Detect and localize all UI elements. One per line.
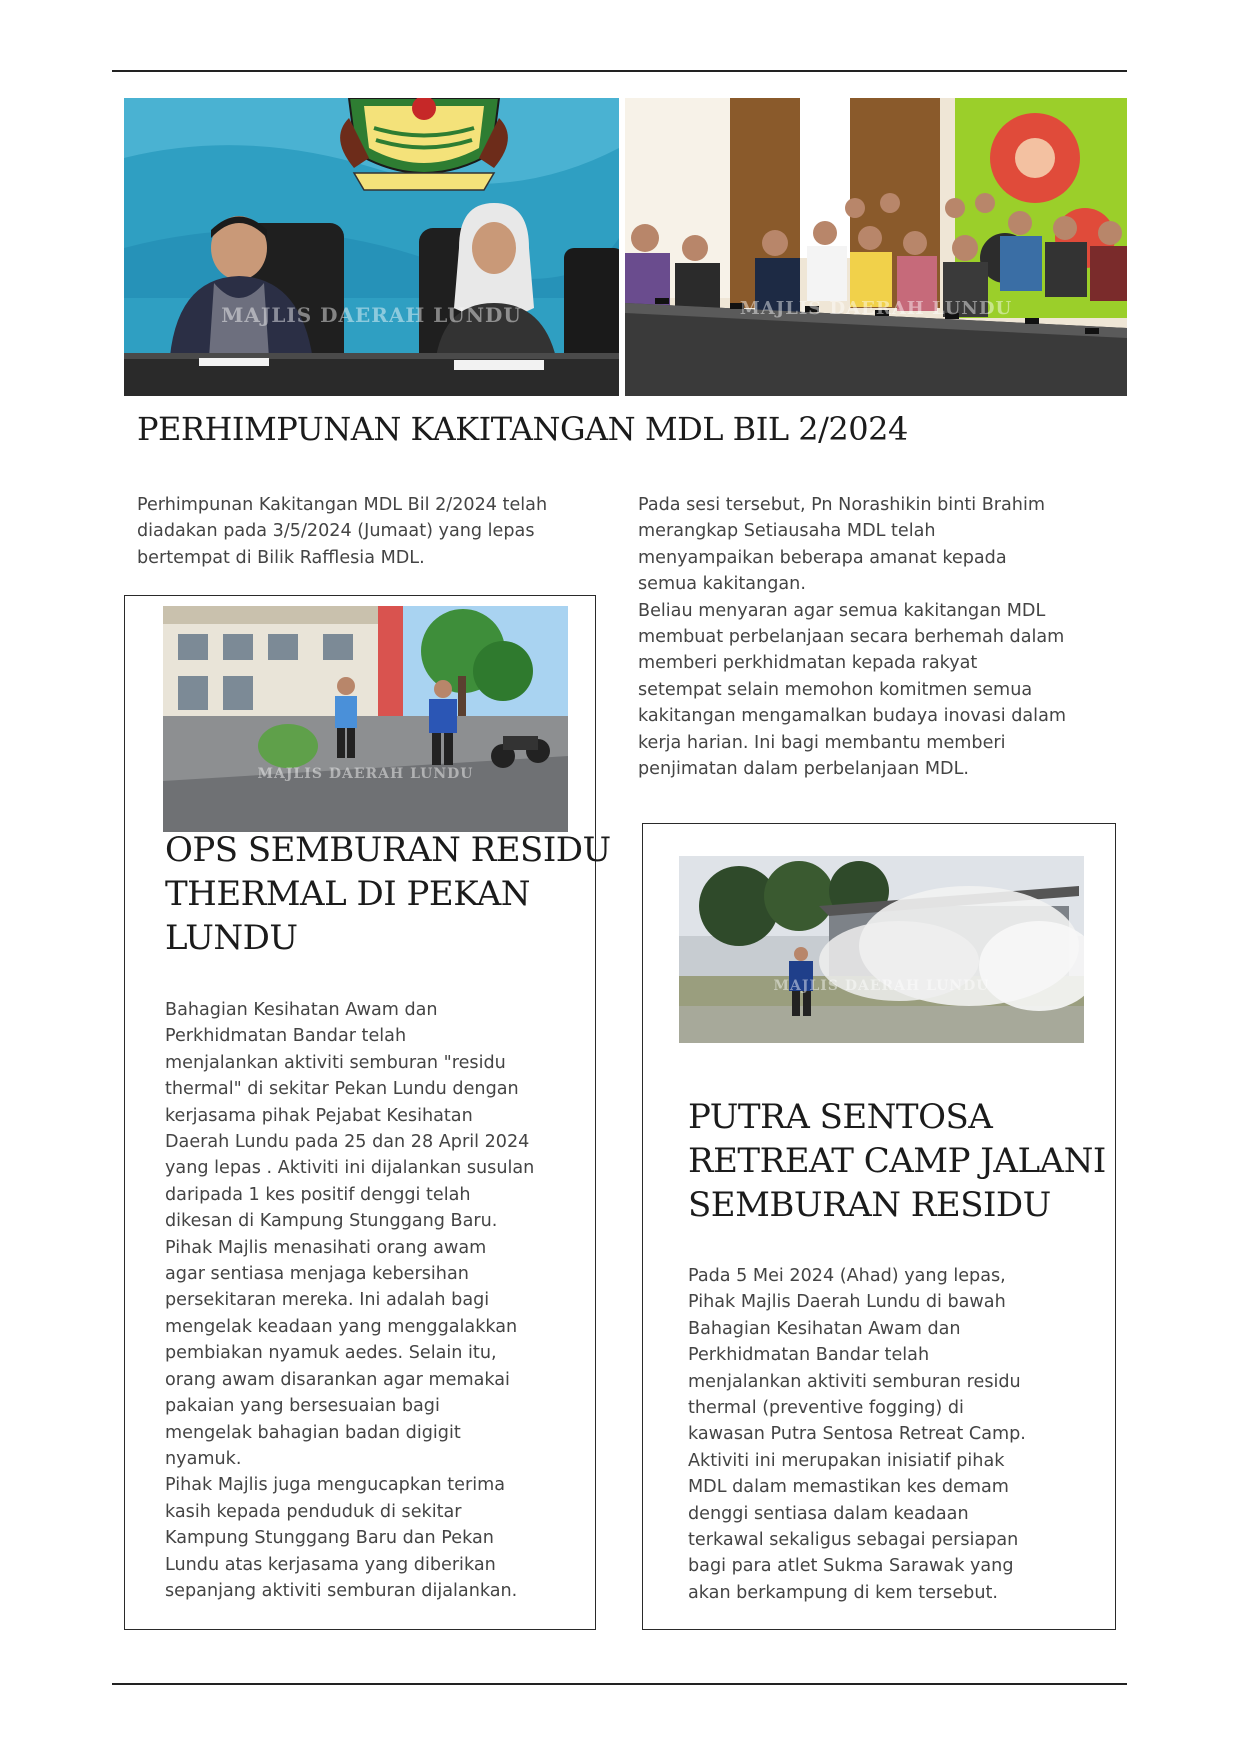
watermark-text: MAJLIS DAERAH LUNDU [221, 303, 522, 327]
watermark-text: MAJLIS DAERAH LUNDU [739, 298, 1013, 319]
headline-line: LUNDU [165, 918, 298, 958]
article3-paragraph: Pada 5 Mei 2024 (Ahad) yang lepas, Pihak Majlis Daerah Lundu di bawah Bahagian Kesihatan Awam dan Perkhidmatan Bandar telah menjalankan aktiviti semburan residu thermal (preventive fogging) di kawasan Putra Sentosa Retreat Camp. Aktiviti ini merupakan inisiatif pihak MDL dalam memastikan kes demam denggi sentiasa dalam keadaan terkawal sekaligus sebagai persiapan bagi para atlet Sukma Sarawak yang akan berkampung di kem tersebut. [688, 1266, 1026, 1603]
headline-line: SEMBURAN RESIDU [688, 1185, 1051, 1225]
bottom-rule [112, 1683, 1127, 1685]
article2-paragraph: Bahagian Kesihatan Awam dan Perkhidmatan Bandar telah menjalankan aktiviti semburan "residu thermal" di sekitar Pekan Lundu dengan kerjasama pihak Pejabat Kesihatan Daerah Lundu pada 25 dan 28 April 2024 yang lepas . Aktiviti ini dijalankan susulan daripada 1 kes positif denggi telah dikesan di Kampung Stunggang Baru. Pihak Majlis menasihati orang awam agar sentiasa menjaga kebersihan persekitaran mereka. Ini adalah bagi mengelak keadaan yang menggalakkan pembiakan nyamuk aedes. Selain itu, orang awam disarankan agar memakai pakaian yang bersesuaian bagi mengelak bahagian badan digigit nyamuk. Pihak Majlis juga mengucapkan terima kasih kepada penduduk di sekitar Kampung Stunggang Baru dan Pekan Lundu atas kerjasama yang diberikan sepanjang aktiviti semburan dijalankan. [165, 1000, 535, 1601]
watermark-text: MAJLIS DAERAH LUNDU [773, 978, 990, 994]
headline-ops-semburan [165, 828, 611, 960]
article2-text [165, 997, 580, 1604]
watermark-text: MAJLIS DAERAH LUNDU [257, 766, 474, 782]
top-rule [112, 70, 1127, 72]
headline-line: OPS SEMBURAN RESIDU [165, 830, 611, 870]
headline-line: PUTRA SENTOSA [688, 1097, 993, 1137]
article1-left-text [137, 492, 607, 571]
headline-perhimpunan: PERHIMPUNAN KAKITANGAN MDL BIL 2/2024 [137, 410, 908, 448]
photo-street-fogging [163, 606, 568, 832]
article1-left-paragraph: Perhimpunan Kakitangan MDL Bil 2/2024 telah diadakan pada 3/5/2024 (Jumaat) yang lepas bertempat di Bilik Rafflesia MDL. [137, 495, 548, 568]
headline-line: THERMAL DI PEKAN [165, 874, 531, 914]
headline-line: RETREAT CAMP JALANI [688, 1141, 1106, 1181]
article1-right-paragraph: Pada sesi tersebut, Pn Norashikin binti Brahim merangkap Setiausaha MDL telah menyampaikan beberapa amanat kepada semua kakitangan. Beliau menyaran agar semua kakitangan MDL membuat perbelanjaan secara berhemah dalam memberi perkhidmatan kepada rakyat setempat selain memohon komitmen semua kakitangan mengamalkan budaya inovasi dalam kerja harian. Ini bagi membantu memberi penjimatan dalam perbelanjaan MDL. [638, 495, 1066, 780]
article3-text [688, 1263, 1108, 1606]
photo-officials-meeting [124, 98, 619, 396]
photo-staff-audience [625, 98, 1127, 396]
article1-right-text [638, 492, 1118, 782]
headline-putra-sentosa [688, 1095, 1106, 1227]
photo-camp-fogging [679, 856, 1084, 1043]
